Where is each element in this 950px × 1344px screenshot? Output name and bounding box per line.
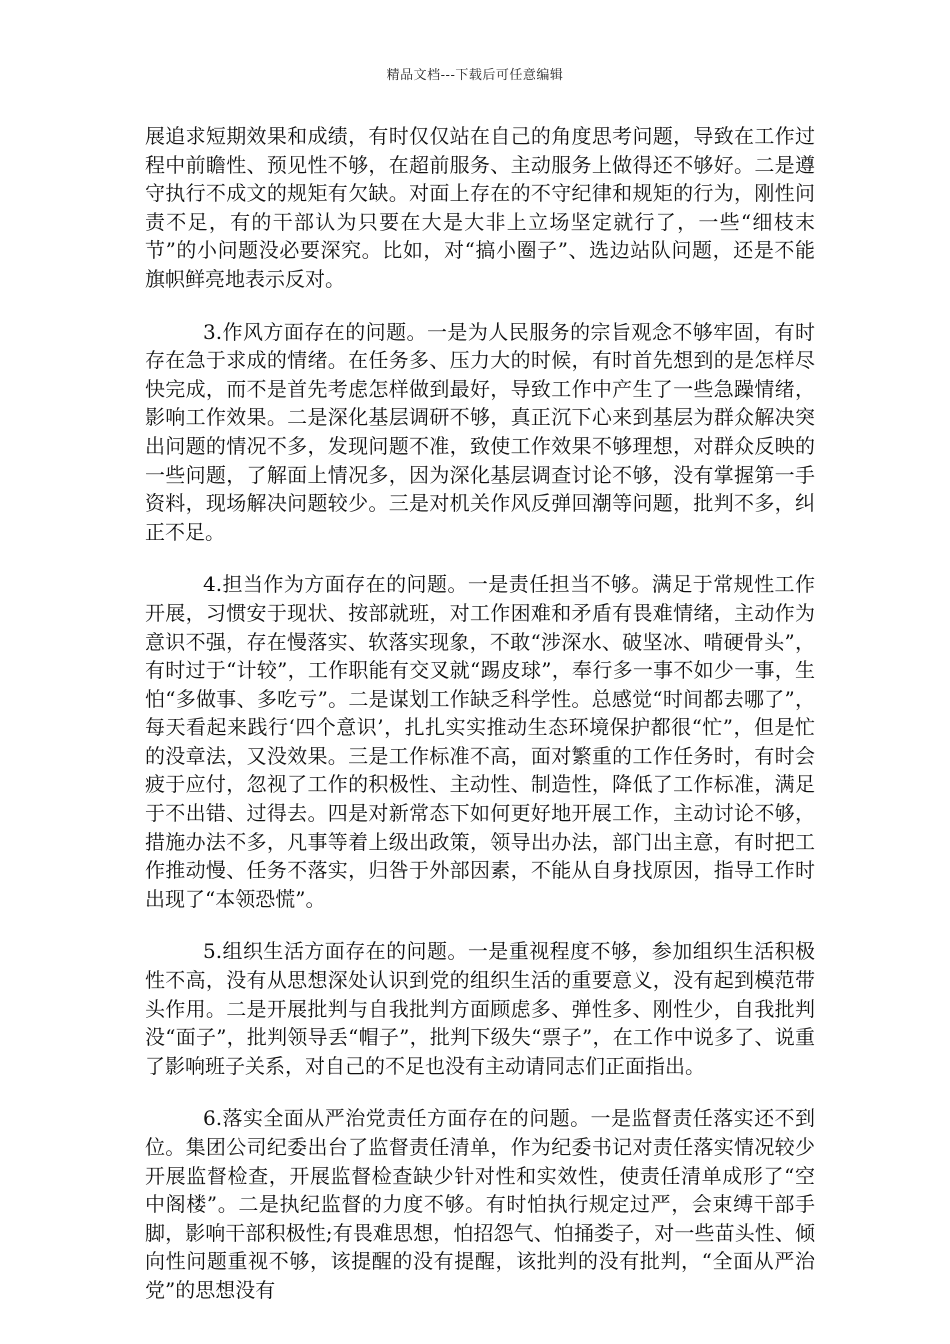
paragraph-continued: 展追求短期效果和成绩，有时仅仅站在自己的角度思考问题，导致在工作过程中前瞻性、预见性不够，在超前服务、主动服务上做得还不够好。二是遵守执行不成文的规矩有欠缺。对面上存在的不守纪律和规矩的行为，刚性问责不足，有的干部认为只要在大是大非上立场坚定就行了，一些“细枝末节”的小问题没必要深究。比如，对“搞小圈子”、选边站队问题，还是不能旗帜鲜亮地表示反对。 [145, 124, 815, 291]
document-body [145, 122, 815, 1305]
paragraph-section-5: 5.组织生活方面存在的问题。一是重视程度不够，参加组织生活积极性不高，没有从思想深处认识到党的组织生活的重要意义，没有起到模范带头作用。二是开展批判与自我批判方面顾虑多、弹性多、刚性少，自我批判没“面子”，批判领导丢“帽子”，批判下级失“票子”，在工作中说多了、说重了影响班子关系，对自己的不足也没有主动请同志们正面指出。 [145, 939, 815, 1078]
paragraph-section-6: 6.落实全面从严治党责任方面存在的问题。一是监督责任落实还不到位。集团公司纪委出台了监督责任清单，作为纪委书记对责任落实情况较少开展监督检查，开展监督检查缺少针对性和实效性，使责任清单成形了“空中阁楼”。二是执纪监督的力度不够。有时怕执行规定过严，会束缚干部手脚，影响干部积极性;有畏难思想，怕招怨气、怕捅娄子，对一些苗头性、倾向性问题重视不够，该提醒的没有提醒，该批判的没有批判，“全面从严治党”的思想没有 [145, 1106, 815, 1302]
page-header: 精品文档---下载后可任意编辑 [386, 68, 564, 83]
paragraph-section-3: 3.作风方面存在的问题。一是为人民服务的宗旨观念不够牢固，有时存在急于求成的情绪。在任务多、压力大的时候，有时首先想到的是怎样尽快完成，而不是首先考虑怎样做到最好，导致工作中产生了一些急躁情绪，影响工作效果。二是深化基层调研不够，真正沉下心来到基层为群众解决突出问题的情况不多，发现问题不准，致使工作效果不够理想，对群众反映的一些问题，了解面上情况多，因为深化基层调查讨论不够，没有掌握第一手资料，现场解决问题较少。三是对机关作风反弹回潮等问题，批判不多，纠正不足。 [145, 319, 815, 544]
paragraph-section-4: 4.担当作为方面存在的问题。一是责任担当不够。满足于常规性工作开展，习惯安于现状、按部就班，对工作困难和矛盾有畏难情绪，主动作为意识不强，存在慢落实、软落实现象，不敢“涉深水、破坚冰、啃硬骨头”，有时过于“计较”，工作职能有交叉就“踢皮球”，奉行多一事不如少一事，生怕“多做事、多吃亏”。二是谋划工作缺乏科学性。总感觉“时间都去哪了”，每天看起来践行‘四个意识’，扎扎实实推动生态环境保护都很“忙”，但是忙的没章法，又没效果。三是工作标准不高，面对繁重的工作任务时，有时会疲于应付，忽视了工作的积极性、主动性、制造性，降低了工作标准，满足于不出错、过得去。四是对新常态下如何更好地开展工作，主动讨论不够，措施办法不多，凡事等着上级出政策，领导出办法，部门出主意，有时把工作推动慢、任务不落实，归咎于外部因素，不能从自身找原因，指导工作时出现了“本领恐慌”。 [145, 572, 815, 911]
